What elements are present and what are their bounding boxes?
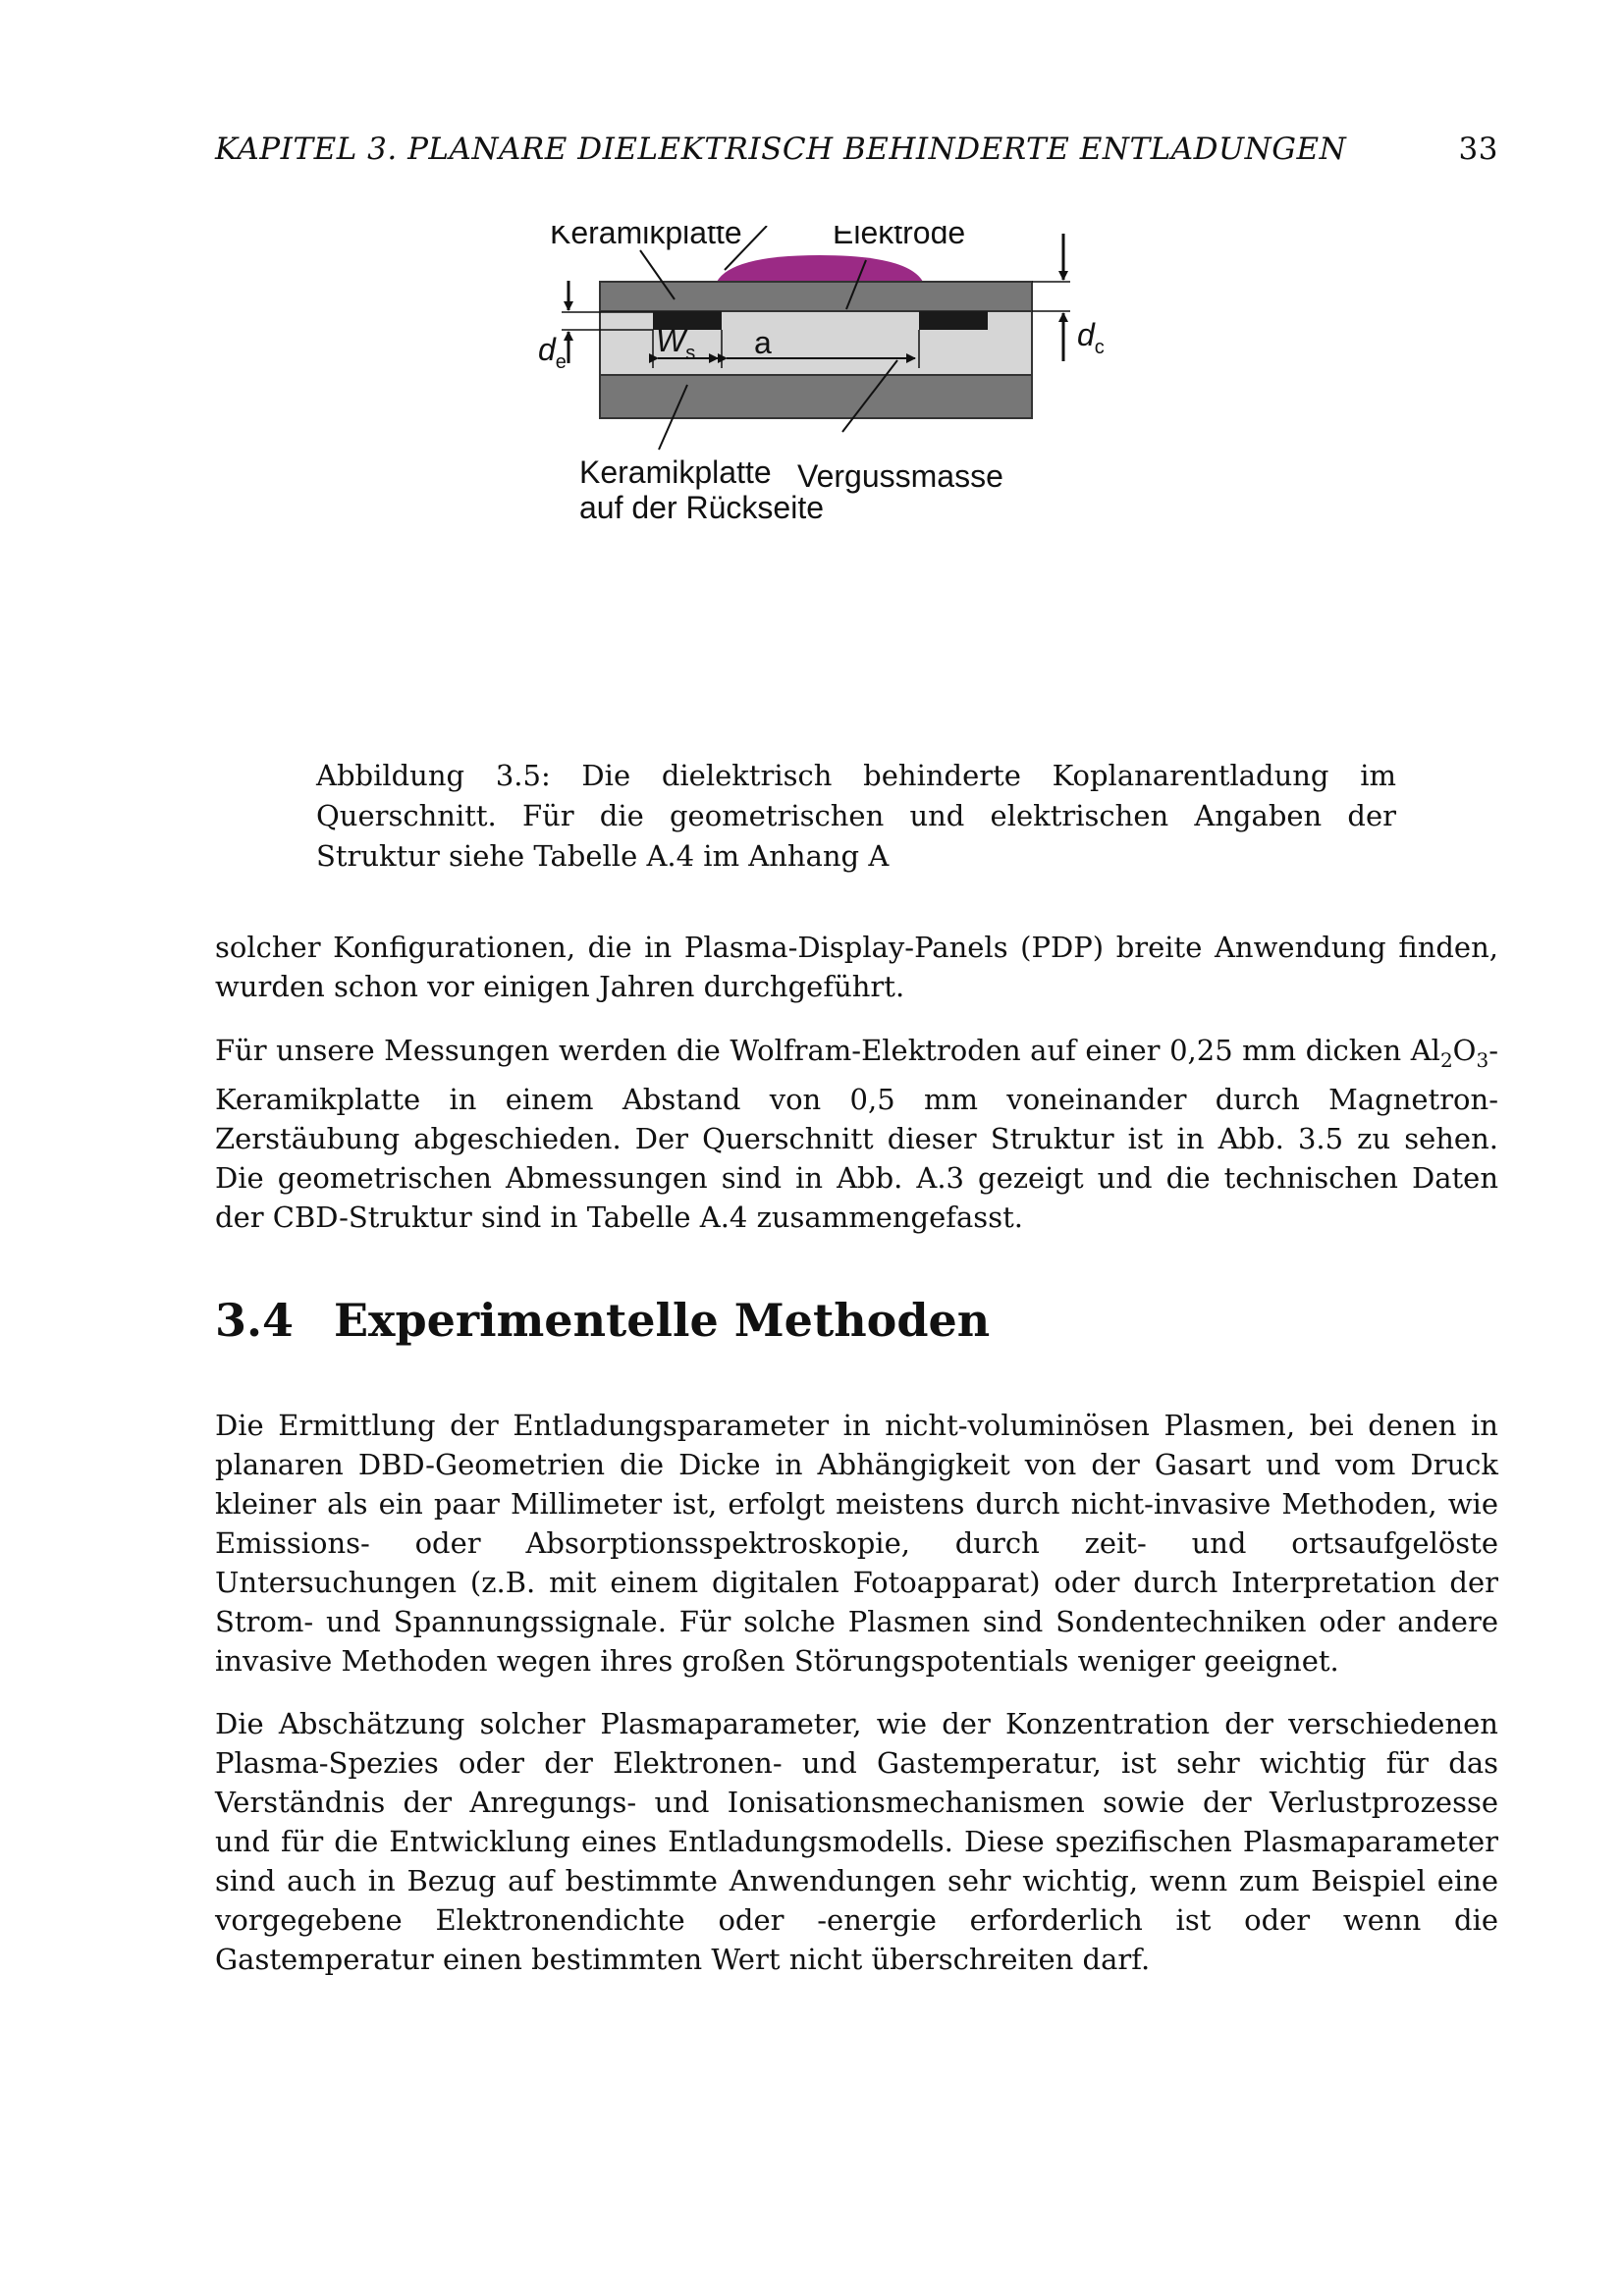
label-a: a [754,325,772,360]
figure-cross-section [491,226,1159,736]
label-electrode: Elektrode [833,226,966,250]
label-de-sub: e [555,351,567,373]
cross-section-diagram [491,226,1159,736]
ceramic-plate-back [600,375,1032,418]
label-dc-sub: c [1094,337,1105,358]
label-ws-main: W [656,323,686,358]
caption-text: Abbildung 3.5: Die dielektrisch behinderte Koplanarentladung im Querschnitt. Für die geometrischen und elektrischen Angaben der Struktur siehe Tabelle A.4 im Anhang A [316,759,1396,873]
page-header [215,132,1498,171]
page-number: 33 [1458,132,1498,167]
running-title: KAPITEL 3. PLANARE DIELEKTRISCH BEHINDERTE ENTLADUNGEN [215,132,1347,167]
p2-after: -Keramikplatte in einem Abstand von 0,5 mm voneinander durch Magnetron-Zerstäubung abgeschieden. Der Querschnitt dieser Struktur ist in Abb. 3.5 zu sehen. Die geometrischen Abmessungen sind in Abb. A.3 gezeigt und die technischen Daten der CBD-Struktur sind in Tabelle A.4 zusammengefasst. [215,1034,1498,1234]
label-dc-main: d [1077,317,1095,352]
label-ceramic-back-line2: auf der Rückseite [579,490,825,525]
section-heading [215,1294,990,1347]
p2-sub1: 2 [1439,1047,1453,1072]
label-dc [1077,317,1105,358]
label-de-main: d [538,332,556,367]
label-potting: Vergussmasse [797,458,1003,494]
section-number: 3.4 [215,1294,295,1347]
section-title: Experimentelle Methoden [334,1294,991,1347]
label-de [538,332,567,373]
paragraph-3: Die Ermittlung der Entladungsparameter in nicht-voluminösen Plasmen, bei denen in planaren DBD-Geometrien die Dicke in Abhängigkeit von der Gasart und vom Druck kleiner als ein paar Millimeter ist, erfolgt meistens durch nicht-invasive Methoden, wie Emissions- oder Absorptionsspektroskopie, durch zeit- und ortsaufgelöste Untersuchungen (z.B. mit einem digitalen Fotoapparat) oder durch Interpretation der Strom- und Spannungssignale. Für solche Plasmen sind Sondentechniken oder andere invasive Methoden wegen ihres großen Störungspotentials weniger geeignet. [215,1409,1498,1678]
p2-before: Für unsere Messungen werden die Wolfram-Elektroden auf einer 0,25 mm dicken Al [215,1034,1440,1067]
p2-mid: O [1452,1034,1477,1067]
figure-caption [316,756,1396,877]
paragraph-1: solcher Konfigurationen, die in Plasma-Display-Panels (PDP) breite Anwendung finden, wurden schon vor einigen Jahren durchgeführt. [215,931,1498,1003]
label-ceramic-back-line1: Keramikplatte [579,454,772,490]
paragraph-2 [215,1031,1498,1237]
p2-sub2: 3 [1476,1047,1489,1072]
electrode-right [919,311,988,330]
label-ws-sub: s [685,343,696,364]
paragraph-4: Die Abschätzung solcher Plasmaparameter, wie der Konzentration der verschiedenen Plasma-Spezies oder der Elektronen- und Gastemperatur, ist sehr wichtig für das Verständnis der Anregungs- und Ionisationsmechanismen sowie der Verlustprozesse und für die Entwicklung eines Entladungsmodells. Diese spezifischen Plasmaparameter sind auch in Bezug auf bestimmte Anwendungen sehr wichtig, wenn zum Beispiel eine vorgegebene Elektronendichte oder -energie erforderlich ist oder wenn die Gastemperatur einen bestimmten Wert nicht überschreiten darf. [215,1707,1498,1976]
plasma-shape [717,255,923,282]
label-ceramic-top: Keramikplatte [550,226,742,250]
